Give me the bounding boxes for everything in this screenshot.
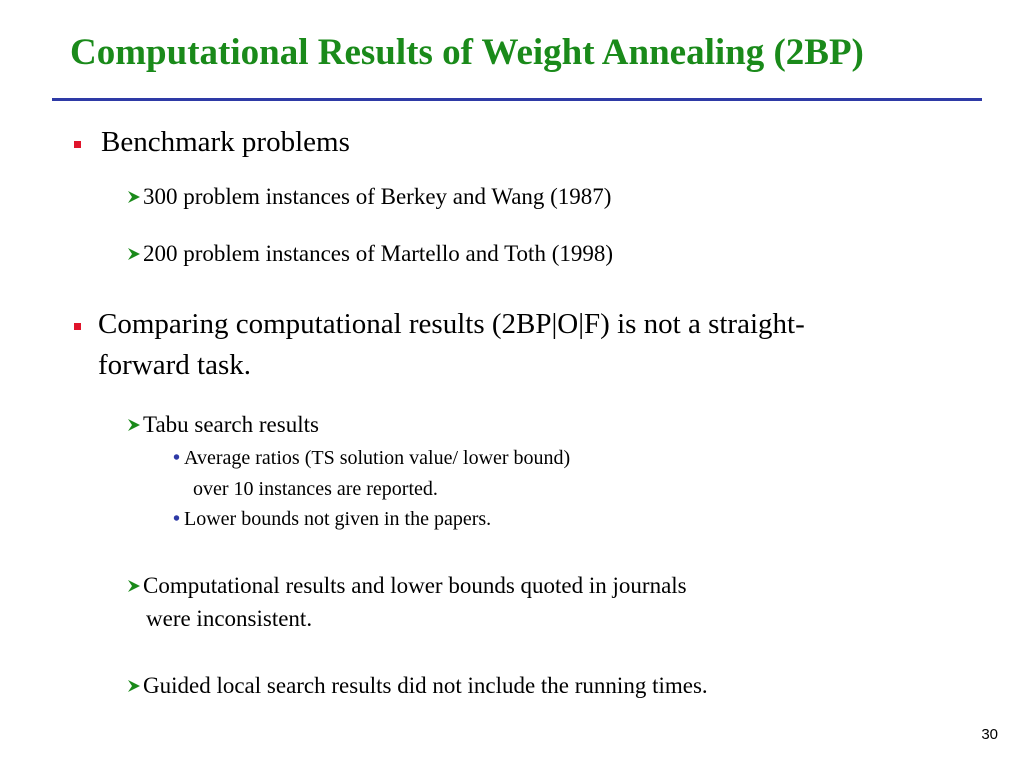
sub-item-label: Lower bounds not given in the papers. <box>184 508 492 530</box>
bullet-benchmark-problems: Benchmark problems <box>101 126 350 158</box>
dot-bullet-icon: • <box>173 447 181 469</box>
arrowhead-icon <box>126 578 142 594</box>
sub-item-label: Average ratios (TS solution value/ lower bound) <box>184 447 571 469</box>
list-item-label: 200 problem instances of Martello and Toth (1998) <box>143 241 614 266</box>
list-item-label: Guided local search results did not include the running times. <box>143 673 708 698</box>
title-divider <box>52 98 982 101</box>
arrowhead-icon <box>126 189 142 205</box>
square-bullet-icon <box>74 141 81 148</box>
page-number: 30 <box>981 726 998 743</box>
list-item-label: Tabu search results <box>143 412 319 437</box>
arrowhead-icon <box>126 246 142 262</box>
list-item-label: Computational results and lower bounds quoted in journals <box>143 573 687 598</box>
list-item-journals <box>126 573 687 599</box>
slide-title: Computational Results of Weight Annealing (2BP) <box>70 32 864 73</box>
list-item-tabu-search <box>126 412 319 438</box>
sub-item-lower-bounds <box>173 508 491 531</box>
list-item-martello-toth <box>126 241 613 267</box>
list-item-berkey-wang <box>126 184 611 210</box>
list-item-label: 300 problem instances of Berkey and Wang (1987) <box>143 184 612 209</box>
sub-item-average-ratios <box>173 447 570 470</box>
sub-item-average-ratios-cont: over 10 instances are reported. <box>193 478 438 500</box>
arrowhead-icon <box>126 417 142 433</box>
list-item-guided-local-search <box>126 673 708 699</box>
bullet-comparing-line1: Comparing computational results (2BP|O|F) is not a straight- <box>98 308 805 340</box>
dot-bullet-icon: • <box>173 508 181 530</box>
bullet-comparing-line2: forward task. <box>98 349 252 381</box>
square-bullet-icon <box>74 323 81 330</box>
list-item-journals-cont: were inconsistent. <box>146 606 313 631</box>
arrowhead-icon <box>126 678 142 694</box>
